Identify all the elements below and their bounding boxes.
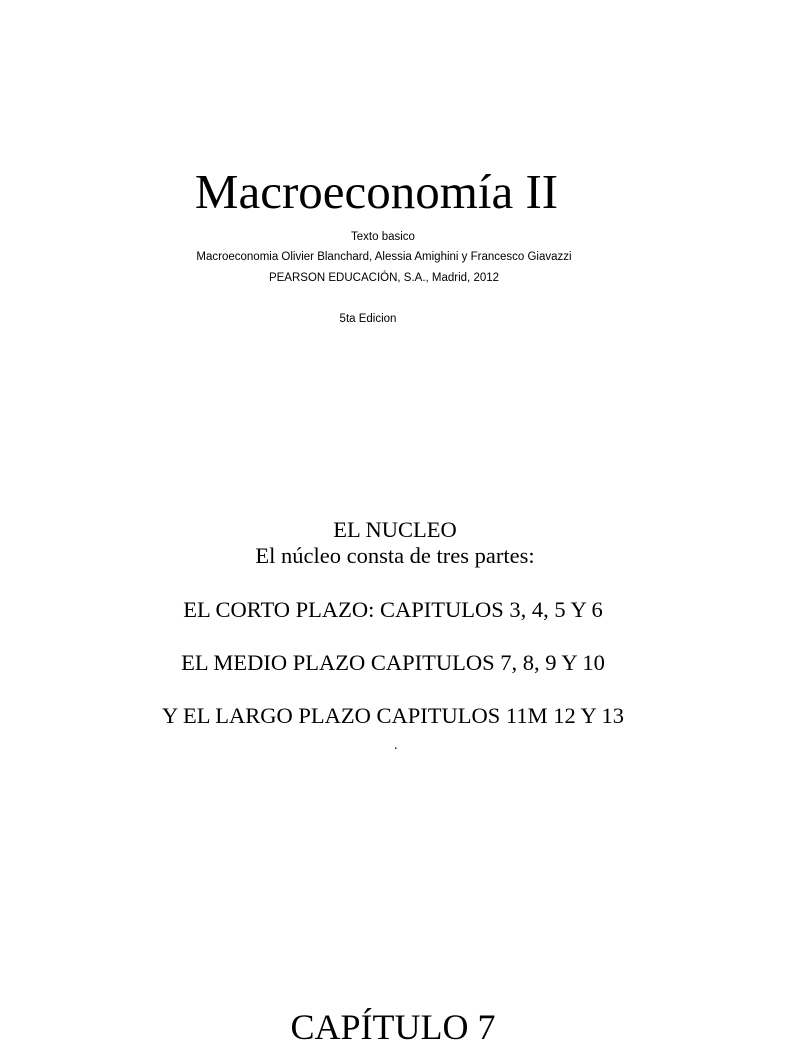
medium-term-line: EL MEDIO PLAZO CAPITULOS 7, 8, 9 Y 10 — [181, 650, 605, 675]
edition-line: 5ta Edicion — [339, 313, 397, 325]
authors-line: Macroeconomia Olivier Blanchard, Alessia Amighini y Francesco Giavazzi — [196, 251, 572, 263]
document-title: Macroeconomía II — [194, 164, 559, 219]
core-heading: EL NUCLEO — [333, 517, 457, 542]
short-term-line: EL CORTO PLAZO: CAPITULOS 3, 4, 5 Y 6 — [183, 597, 603, 622]
core-intro: El núcleo consta de tres partes: — [255, 543, 535, 568]
trailing-dot: . — [394, 738, 398, 753]
chapter-heading: CAPÍTULO 7 — [290, 1007, 496, 1047]
publisher-line: PEARSON EDUCACIÓN, S.A., Madrid, 2012 — [268, 272, 500, 284]
text-label: Texto basico — [351, 231, 415, 243]
long-term-line: Y EL LARGO PLAZO CAPITULOS 11M 12 Y 13 — [161, 703, 625, 728]
